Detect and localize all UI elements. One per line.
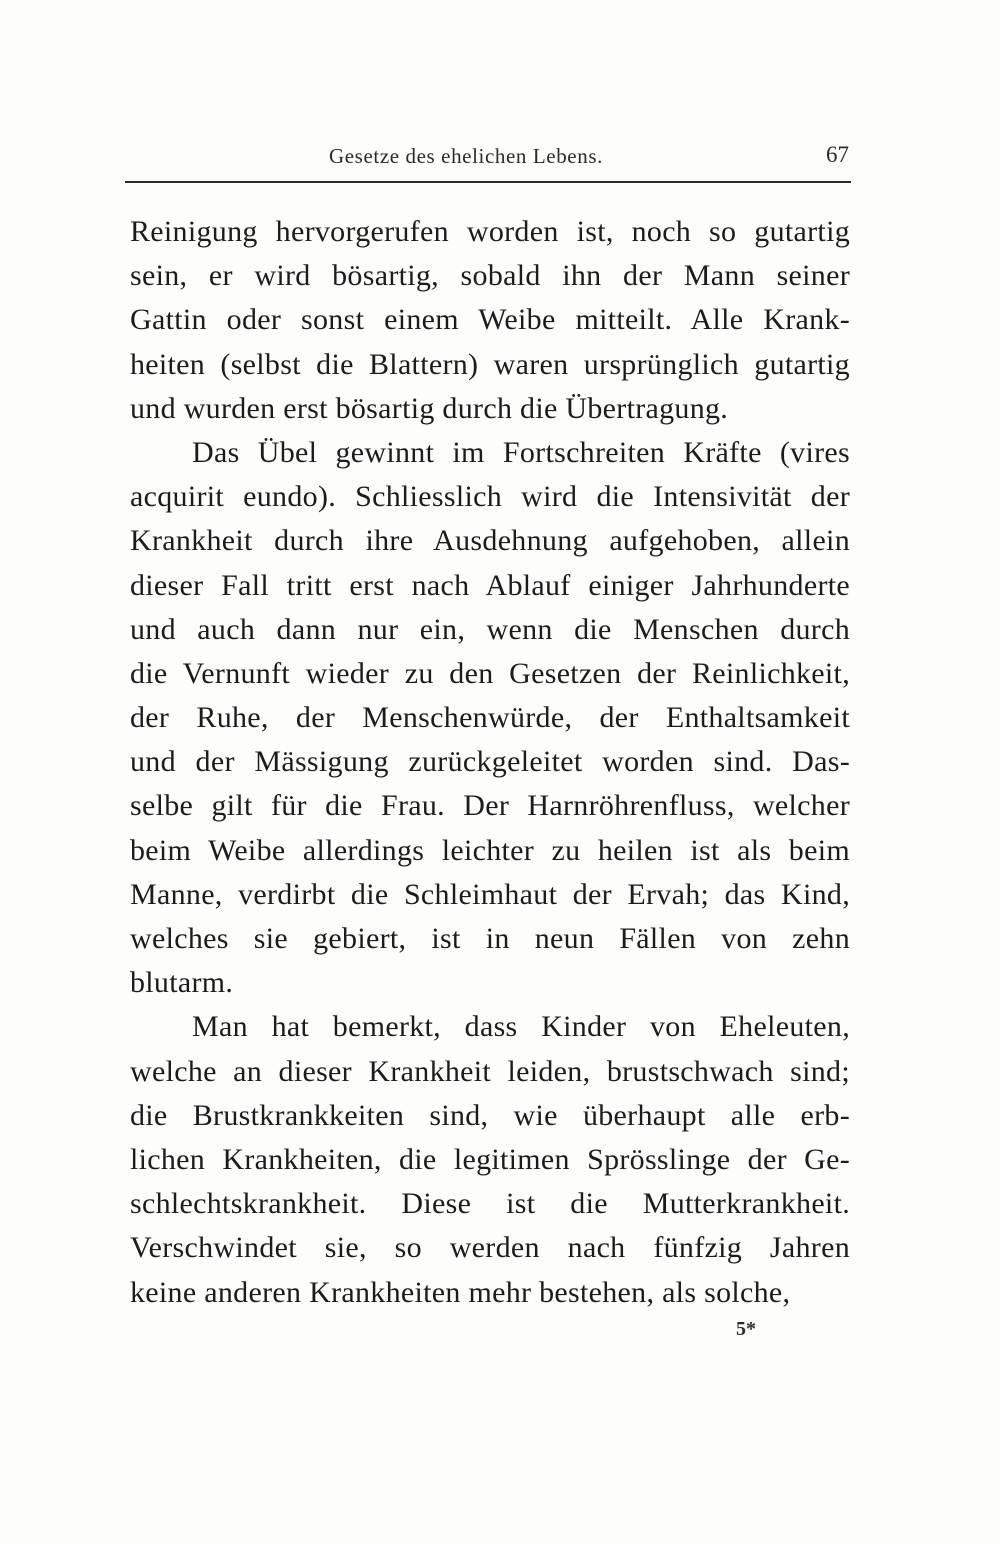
text-line: keine anderen Krankheiten mehr bestehen, als solche,: [130, 1275, 791, 1309]
text-line: die Vernunft wieder zu den Gesetzen der Reinlichkeit,: [130, 656, 850, 690]
text-line: und der Mässigung zurückgeleitet worden sind. Das-: [130, 745, 850, 779]
text-line: Gattin oder sonst einem Weibe mitteilt. Alle Krank-: [130, 303, 850, 337]
text-line: beim Weibe allerdings leichter zu heilen ist als beim: [130, 833, 850, 867]
signature-mark: 5*: [736, 1318, 756, 1340]
text-line: und auch dann nur ein, wenn die Menschen durch: [130, 612, 850, 646]
paragraph: [130, 431, 850, 1005]
body-text: [130, 210, 850, 1315]
text-line: schlechtskrankheit. Diese ist die Mutterkrankheit.: [130, 1187, 850, 1221]
text-line: sein, er wird bösartig, sobald ihn der Mann seiner: [130, 259, 850, 293]
header-rule: [125, 181, 851, 183]
text-line: blutarm.: [130, 966, 234, 1000]
text-line: Das Übel gewinnt im Fortschreiten Kräfte (vires: [192, 435, 850, 469]
page-number: 67: [826, 142, 849, 167]
text-line: heiten (selbst die Blattern) waren ursprünglich gutartig: [130, 347, 850, 381]
text-line: acquirit eundo). Schliesslich wird die Intensivität der: [130, 480, 850, 514]
running-head: [125, 142, 851, 176]
running-title: Gesetze des ehelichen Lebens.: [329, 144, 603, 168]
text-line: lichen Krankheiten, die legitimen Sprösslinge der Ge-: [130, 1142, 850, 1176]
text-line: welche an dieser Krankheit leiden, brustschwach sind;: [130, 1054, 850, 1088]
paragraph: [130, 1005, 850, 1314]
paragraph: [130, 210, 850, 431]
text-line: und wurden erst bösartig durch die Übertragung.: [130, 391, 729, 425]
text-line: selbe gilt für die Frau. Der Harnröhrenfluss, welcher: [130, 789, 850, 823]
text-line: Man hat bemerkt, dass Kinder von Eheleuten,: [192, 1010, 850, 1044]
text-line: dieser Fall tritt erst nach Ablauf einiger Jahrhunderte: [130, 568, 850, 602]
text-line: Manne, verdirbt die Schleimhaut der Ervah; das Kind,: [130, 877, 850, 911]
text-line: die Brustkrankkeiten sind, wie überhaupt alle erb-: [130, 1098, 850, 1132]
text-line: der Ruhe, der Menschenwürde, der Enthaltsamkeit: [130, 701, 850, 735]
text-line: welches sie gebiert, ist in neun Fällen von zehn: [130, 922, 850, 955]
text-line: Reinigung hervorgerufen worden ist, noch so gutartig: [130, 215, 850, 248]
text-line: Krankheit durch ihre Ausdehnung aufgehoben, allein: [130, 524, 850, 558]
text-line: Verschwindet sie, so werden nach fünfzig Jahren: [130, 1231, 850, 1265]
